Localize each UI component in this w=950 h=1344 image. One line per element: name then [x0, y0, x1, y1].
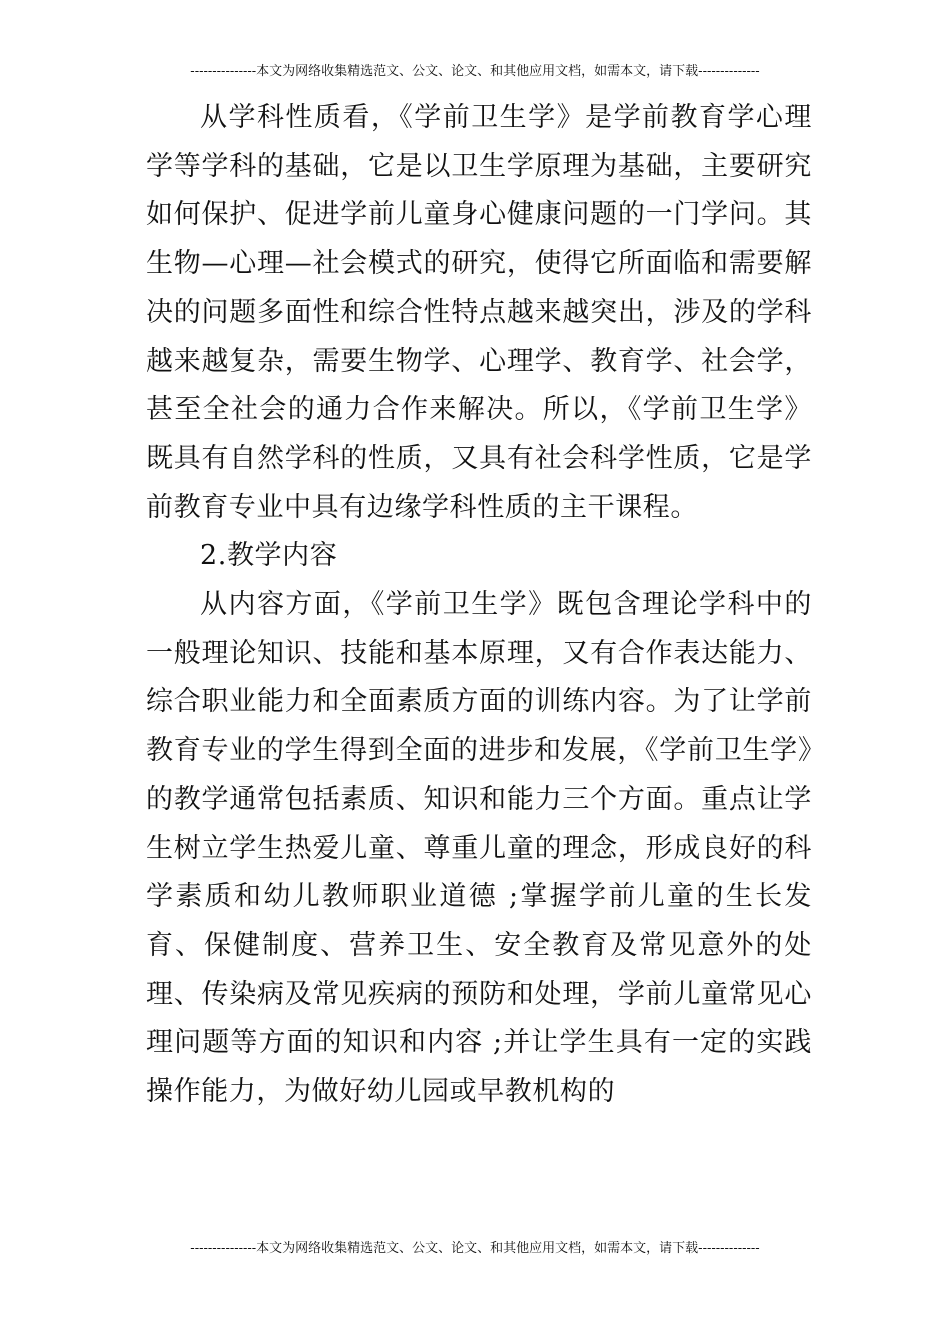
- section-heading-teaching-content: 2.教学内容: [200, 540, 338, 572]
- paragraph-teaching-content: 从内容方面，《学前卫生学》既包含理论学科中的一般理论知识、技能和基本原理，又有合作表达能力、综合职业能力和全面素质方面的训练内容。为了让学前教育专业的学生得到全面的进步和发展，《学前卫生学》的教学通常包括素质、知识和能力三个方面。重点让学生树立学生热爱儿童、尊重儿童的理念，形成良好的科学素质和幼儿教师职业道德 ;掌握学前儿童的生长发育、保健制度、营养卫生、安全教育及常见意外的处理、传染病及常见疾病的预防和处理，学前儿童常见心理问题等方面的知识和内容 ;并让学生具有一定的实践操作能力，为做好幼儿园或早教机构的: [146, 589, 812, 1108]
- page-footer-banner: ---------------本文为网络收集精选范文、公文、论文、和其他应用文档，如需本文，请下载--------------: [190, 1241, 760, 1256]
- page-header-banner: ---------------本文为网络收集精选范文、公文、论文、和其他应用文档，如需本文，请下载--------------: [190, 64, 760, 79]
- paragraph-subject-nature: 从学科性质看，《学前卫生学》是学前教育学心理学等学科的基础，它是以卫生学原理为基础，主要研究如何保护、促进学前儿童身心健康问题的一门学问。其生物—心理—社会模式的研究，使得它所面临和需要解决的问题多面性和综合性特点越来越突出，涉及的学科越来越复杂，需要生物学、心理学、教育学、社会学，甚至全社会的通力合作来解决。所以，《学前卫生学》既具有自然学科的性质，又具有社会科学性质，它是学前教育专业中具有边缘学科性质的主干课程。: [146, 102, 812, 523]
- document-body: [146, 94, 812, 1117]
